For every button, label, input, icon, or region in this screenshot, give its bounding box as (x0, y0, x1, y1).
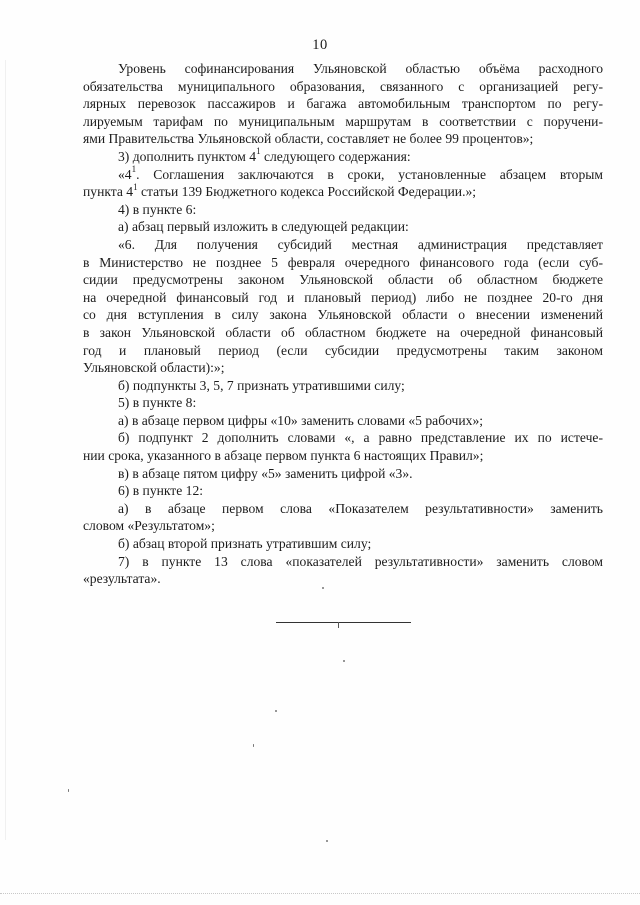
scan-bottom-edge (0, 893, 640, 894)
scan-speck (253, 744, 254, 747)
paragraph (83, 394, 603, 412)
text-run: . Соглашения заключаются в сроки, установленные абзацем вторым (136, 166, 603, 182)
text-run: «6. Для получения субсидий местная администрация представляет (118, 236, 603, 252)
superscript-index: 1 (131, 164, 137, 175)
text-line (83, 183, 603, 201)
text-line (83, 201, 603, 219)
text-run: 5) в пункте 8: (118, 395, 197, 411)
text-run: сидии предусмотрены законом Ульяновской области об областном бюджете (83, 272, 603, 288)
text-line (83, 148, 603, 166)
text-run: 4) в пункте 6: (118, 201, 197, 217)
document-body (83, 60, 603, 588)
paragraph (83, 535, 603, 553)
text-line (83, 447, 603, 465)
paragraph (83, 201, 603, 219)
text-line (83, 95, 603, 113)
end-separator-line (276, 622, 411, 623)
text-line (83, 113, 603, 131)
scan-speck (322, 587, 324, 589)
paragraph (83, 377, 603, 395)
scan-edge-shadow (5, 60, 6, 840)
text-run: статьи 139 Бюджетного кодекса Российской Федерации.»; (137, 184, 477, 200)
text-line (83, 359, 603, 377)
text-run: следующего содержания: (260, 148, 411, 164)
paragraph (83, 553, 603, 588)
text-run: 7) в пункте 13 слова «показателей результативности» заменить словом (118, 553, 603, 569)
text-run: б) подпункты 3, 5, 7 признать утратившими силу; (118, 377, 405, 393)
text-run: словом «Результатом»; (83, 518, 215, 534)
text-run: а) абзац первый изложить в следующей редакции: (118, 219, 409, 235)
paragraph (83, 412, 603, 430)
text-line (83, 78, 603, 96)
text-run: пункта 4 (83, 184, 134, 200)
text-run: «результата». (83, 571, 161, 587)
text-line (83, 412, 603, 430)
text-line (83, 394, 603, 412)
text-run: а) в абзаце первом цифры «10» заменить словами «5 рабочих»; (118, 412, 484, 428)
text-line (83, 60, 603, 78)
text-run: Уровень софинансирования Ульяновской областью объёма расходного (118, 61, 603, 76)
text-run: на очередной финансовый год и плановый период) либо не позднее 20-го дня (83, 289, 603, 305)
scan-speck (326, 840, 328, 842)
scan-speck (68, 789, 69, 792)
superscript-index: 1 (133, 181, 138, 192)
paragraph (83, 500, 603, 535)
text-line (83, 517, 603, 535)
paragraph (83, 429, 603, 464)
superscript-index: 1 (256, 146, 261, 157)
separator-tick-mark (338, 622, 339, 628)
text-run: ями Правительства Ульяновской области, составляет не более 99 процентов»; (83, 131, 534, 147)
scan-speck (275, 710, 277, 712)
paragraph (83, 482, 603, 500)
text-run: в) в абзаце пятом цифру «5» заменить цифрой «3». (118, 465, 413, 481)
text-line (83, 271, 603, 289)
text-line (83, 377, 603, 395)
text-line (83, 429, 603, 447)
text-line (83, 553, 603, 571)
paragraph (83, 218, 603, 236)
text-line (83, 324, 603, 342)
text-run: со дня вступления в силу закона Ульяновской области о внесении изменений (83, 307, 603, 323)
text-line (83, 254, 603, 272)
paragraph (83, 60, 603, 148)
text-line (83, 570, 603, 588)
text-run: год и плановый период (если субсидии предусмотрены таким законом (83, 342, 603, 358)
text-run: «4 (118, 166, 132, 182)
text-run: б) подпункт 2 дополнить словами «, а равно представление их по истече- (118, 430, 603, 446)
text-line (83, 535, 603, 553)
text-line (83, 306, 603, 324)
paragraph (83, 236, 603, 377)
text-line (83, 500, 603, 518)
text-run: в Министерство не позднее 5 февраля очередного финансового года (если суб- (83, 254, 603, 270)
text-run: нии срока, указанного в абзаце первом пункта 6 настоящих Правил»; (83, 448, 484, 464)
text-run: в закон Ульяновской области об областном бюджете на очередной финансовый (83, 324, 603, 340)
text-run: б) абзац второй признать утратившим силу; (118, 536, 372, 552)
text-line (83, 218, 603, 236)
text-line (83, 342, 603, 360)
text-line (83, 166, 603, 184)
text-run: Ульяновской области):»; (83, 360, 225, 376)
paragraph (83, 148, 603, 166)
text-run: 6) в пункте 12: (118, 483, 204, 499)
text-run: а) в абзаце первом слова «Показателем результативности» заменить (118, 500, 603, 516)
text-line (83, 482, 603, 500)
text-run: лируемым тарифам по муниципальным маршрутам в соответствии с поручени- (83, 113, 603, 129)
paragraph (83, 166, 603, 201)
text-run: лярных перевозок пассажиров и багажа автомобильным транспортом по регу- (83, 96, 603, 112)
text-line (83, 130, 603, 148)
text-line (83, 465, 603, 483)
page-number: 10 (312, 37, 328, 53)
text-line (83, 236, 603, 254)
text-run: 3) дополнить пунктом 4 (118, 148, 257, 164)
text-line (83, 289, 603, 307)
paragraph (83, 465, 603, 483)
scan-speck (343, 660, 345, 662)
text-run: обязательства муниципального образования, связанного с организацией регу- (83, 78, 603, 94)
